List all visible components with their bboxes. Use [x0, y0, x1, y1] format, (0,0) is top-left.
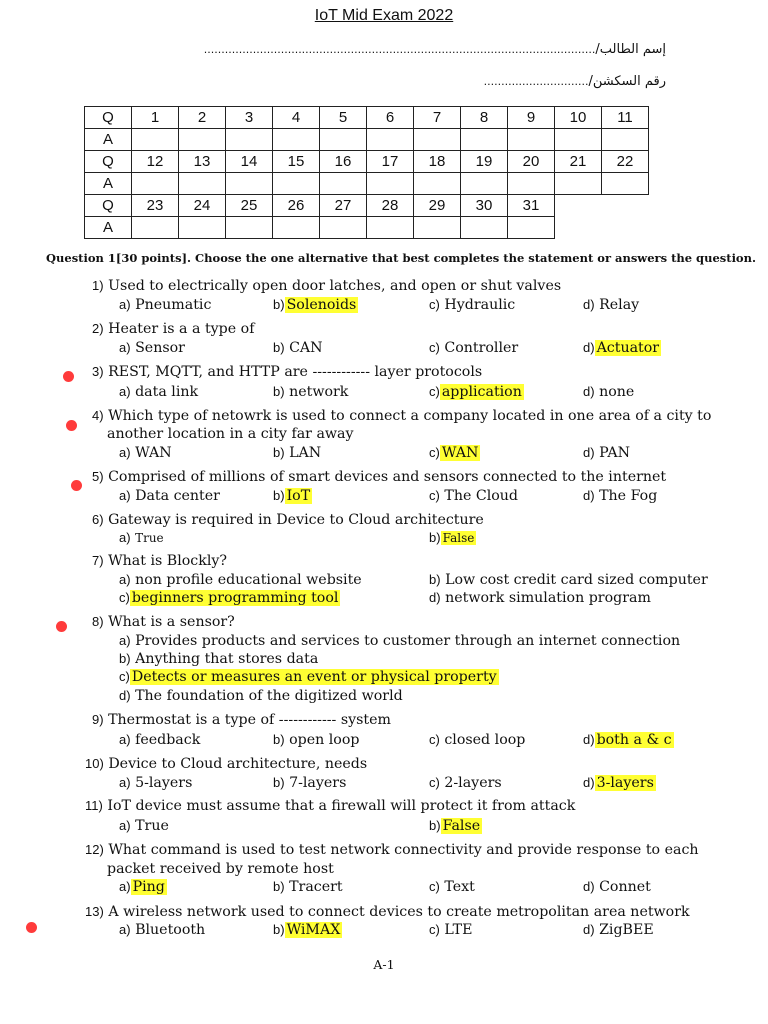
grid-q-cell: 27 — [320, 195, 367, 217]
grid-q-label: Q — [85, 107, 132, 129]
question-4: 4) Which type of netowrk is used to connect a company located in one area of a city to — [92, 408, 712, 424]
option-c[interactable]: c) application — [429, 384, 522, 400]
option-b[interactable]: b) Anything that stores data — [119, 651, 319, 667]
option-c[interactable]: c) Detects or measures an event or physical property — [119, 669, 497, 685]
question-6: 6) Gateway is required in Device to Cloud architecture — [92, 512, 484, 528]
grid-answer-cell[interactable] — [461, 217, 508, 239]
option-b[interactable]: b) False — [429, 818, 481, 834]
option-a[interactable]: a) Pneumatic — [119, 297, 212, 313]
option-b[interactable]: b) 7-layers — [273, 775, 347, 791]
option-d[interactable]: d) Actuator — [583, 340, 660, 356]
grid-answer-cell[interactable] — [320, 129, 367, 151]
grid-answer-cell[interactable] — [320, 173, 367, 195]
answer-highlight: Detects or measures an event or physical property — [131, 669, 497, 685]
grid-answer-cell[interactable] — [132, 217, 179, 239]
option-b[interactable]: b) network — [273, 384, 349, 400]
option-a[interactable]: a) 5-layers — [119, 775, 193, 791]
question-text: Comprised of millions of smart devices and sensors connected to the internet — [108, 469, 667, 485]
grid-q-row-1 — [85, 107, 649, 129]
option-a[interactable]: a) non profile educational website — [119, 572, 362, 588]
marker-dot — [26, 922, 37, 933]
grid-q-cell: 5 — [320, 107, 367, 129]
grid-answer-cell[interactable] — [226, 217, 273, 239]
section-dots: .............................. — [483, 75, 589, 88]
question-text: REST, MQTT, and HTTP are ------------ layer protocols — [108, 364, 483, 380]
question-12: 12) What command is used to test network connectivity and provide response to each — [85, 842, 699, 858]
grid-answer-cell[interactable] — [461, 129, 508, 151]
option-d[interactable]: d) PAN — [583, 445, 630, 461]
option-b[interactable]: b) IoT — [273, 488, 311, 504]
answer-highlight: Solenoids — [286, 297, 357, 313]
student-name-dots: ................................................................................................................ — [203, 43, 596, 56]
grid-a-label: A — [85, 217, 132, 239]
option-b[interactable]: b) False — [429, 530, 475, 545]
grid-answer-cell[interactable] — [461, 173, 508, 195]
answer-highlight: WiMAX — [286, 922, 341, 938]
grid-q-cell: 8 — [461, 107, 508, 129]
option-d[interactable]: d) 3-layers — [583, 775, 654, 791]
question-text: A wireless network used to connect devices to create metropolitan area network — [108, 904, 690, 920]
option-d[interactable]: d) Connet — [583, 879, 651, 895]
grid-answer-cell[interactable] — [132, 173, 179, 195]
question-text: Device to Cloud architecture, needs — [108, 756, 368, 772]
option-a[interactable]: a) data link — [119, 384, 199, 400]
grid-answer-cell[interactable] — [226, 129, 273, 151]
question-1 — [92, 278, 561, 294]
marker-dot — [71, 480, 82, 491]
option-d[interactable]: d) both a & c — [583, 732, 672, 748]
grid-answer-cell[interactable] — [179, 129, 226, 151]
grid-q-row-2 — [85, 151, 649, 173]
option-a[interactable]: a) WAN — [119, 445, 172, 461]
question-text-continued: packet received by remote host — [107, 861, 334, 877]
grid-q-cell: 18 — [414, 151, 461, 173]
option-d[interactable]: d) ZigBEE — [583, 922, 654, 938]
grid-a-row-3 — [85, 217, 649, 239]
question-13: 13) A wireless network used to connect devices to create metropolitan area network — [85, 904, 690, 920]
marker-dot — [66, 420, 77, 431]
grid-q-cell: 31 — [508, 195, 555, 217]
grid-a-row-1 — [85, 129, 649, 151]
option-d[interactable]: d) none — [583, 384, 635, 400]
grid-empty-cell — [555, 217, 602, 239]
answer-highlight: WAN — [441, 445, 479, 461]
grid-q-cell: 11 — [602, 107, 649, 129]
option-c[interactable]: c) closed loop — [429, 732, 526, 748]
option-a[interactable]: a) Data center — [119, 488, 220, 504]
grid-q-cell: 13 — [179, 151, 226, 173]
grid-q-cell: 4 — [273, 107, 320, 129]
option-c[interactable]: c) Controller — [429, 340, 519, 356]
student-name-line — [204, 42, 666, 57]
answer-highlight: application — [441, 384, 522, 400]
grid-empty-cell — [602, 217, 649, 239]
grid-q-cell: 22 — [602, 151, 649, 173]
answer-highlight: 3-layers — [596, 775, 654, 791]
grid-answer-cell[interactable] — [602, 129, 649, 151]
answer-highlight: IoT — [286, 488, 311, 504]
grid-answer-cell[interactable] — [602, 173, 649, 195]
option-c[interactable]: c) WAN — [429, 445, 479, 461]
option-a[interactable]: a) True — [119, 818, 169, 834]
grid-q-cell: 25 — [226, 195, 273, 217]
grid-answer-cell[interactable] — [414, 173, 461, 195]
grid-answer-cell[interactable] — [179, 173, 226, 195]
grid-q-cell: 20 — [508, 151, 555, 173]
option-a[interactable]: a) Bluetooth — [119, 922, 206, 938]
grid-q-cell: 28 — [367, 195, 414, 217]
grid-q-cell: 15 — [273, 151, 320, 173]
option-c[interactable]: c) Hydraulic — [429, 297, 516, 313]
grid-answer-cell[interactable] — [367, 129, 414, 151]
question-number: 1) — [92, 278, 104, 293]
option-a[interactable]: a) True — [119, 530, 164, 545]
marker-dot — [63, 371, 74, 382]
answer-highlight: both a & c — [596, 732, 672, 748]
grid-answer-cell[interactable] — [367, 217, 414, 239]
option-d[interactable]: d) The foundation of the digitized world — [119, 688, 403, 704]
grid-answer-cell[interactable] — [414, 217, 461, 239]
question-text: IoT device must assume that a firewall will protect it from attack — [107, 798, 576, 814]
grid-empty-cell — [602, 195, 649, 217]
question-text: Used to electrically open door latches, and open or shut valves — [108, 278, 562, 294]
answer-highlight: False — [442, 531, 475, 545]
grid-q-row-3 — [85, 195, 649, 217]
answer-grid — [84, 106, 649, 239]
grid-q-cell: 30 — [461, 195, 508, 217]
section-label: رقم السكشن/ — [588, 74, 666, 89]
option-c[interactable]: c) The Cloud — [429, 488, 519, 504]
grid-answer-cell[interactable] — [179, 217, 226, 239]
question-text: Which type of netowrk is used to connect a company located in one area of a city to — [108, 408, 712, 424]
grid-q-cell: 3 — [226, 107, 273, 129]
grid-answer-cell[interactable] — [273, 173, 320, 195]
grid-a-label: A — [85, 129, 132, 151]
grid-answer-cell[interactable] — [367, 173, 414, 195]
section-line — [484, 74, 666, 89]
question-text: What is a sensor? — [108, 614, 235, 630]
answer-highlight: Actuator — [596, 340, 660, 356]
grid-q-label: Q — [85, 195, 132, 217]
option-c[interactable]: c) Text — [429, 879, 475, 895]
option-c[interactable]: c) LTE — [429, 922, 473, 938]
grid-q-cell: 14 — [226, 151, 273, 173]
grid-q-cell: 29 — [414, 195, 461, 217]
grid-q-cell: 2 — [179, 107, 226, 129]
grid-q-cell: 9 — [508, 107, 555, 129]
option-a[interactable]: a) Ping — [119, 879, 165, 895]
grid-answer-cell[interactable] — [508, 129, 555, 151]
grid-q-cell: 6 — [367, 107, 414, 129]
option-d[interactable]: d) network simulation program — [429, 590, 651, 606]
question-3: 3) REST, MQTT, and HTTP are ------------ layer protocols — [92, 364, 483, 380]
question-text: What is Blockly? — [108, 553, 228, 569]
grid-answer-cell[interactable] — [273, 217, 320, 239]
grid-q-cell: 23 — [132, 195, 179, 217]
grid-a-row-2 — [85, 173, 649, 195]
grid-answer-cell[interactable] — [132, 129, 179, 151]
grid-q-cell: 21 — [555, 151, 602, 173]
grid-answer-cell[interactable] — [555, 173, 602, 195]
question-8: 8) What is a sensor? — [92, 614, 235, 630]
option-c[interactable]: c) 2-layers — [429, 775, 502, 791]
option-d[interactable]: d) The Fog — [583, 488, 658, 504]
question-text: What command is used to test network connectivity and provide response to each — [108, 842, 699, 858]
grid-q-cell: 7 — [414, 107, 461, 129]
grid-answer-cell[interactable] — [273, 129, 320, 151]
grid-answer-cell[interactable] — [414, 129, 461, 151]
question-text-continued: another location in a city far away — [107, 426, 354, 442]
grid-q-cell: 19 — [461, 151, 508, 173]
answer-highlight: beginners programming tool — [131, 590, 339, 606]
option-d[interactable]: d) Relay — [583, 297, 640, 313]
grid-answer-cell[interactable] — [555, 129, 602, 151]
option-b[interactable]: b) Low cost credit card sized computer — [429, 572, 708, 588]
marker-dot — [56, 621, 67, 632]
option-b[interactable]: b) WiMAX — [273, 922, 341, 938]
section-header: Question 1[30 points]. Choose the one alternative that best completes the statement or answers the question. — [46, 251, 756, 265]
grid-answer-cell[interactable] — [508, 217, 555, 239]
option-a[interactable]: a) feedback — [119, 732, 201, 748]
grid-answer-cell[interactable] — [320, 217, 367, 239]
grid-q-cell: 26 — [273, 195, 320, 217]
question-text: Heater is a a type of — [108, 321, 255, 337]
option-b[interactable]: b) LAN — [273, 445, 322, 461]
exam-title: IoT Mid Exam 2022 — [314, 7, 454, 24]
question-5: 5) Comprised of millions of smart devices and sensors connected to the internet — [92, 469, 667, 485]
grid-q-cell: 10 — [555, 107, 602, 129]
grid-empty-cell — [555, 195, 602, 217]
question-7: 7) What is Blockly? — [92, 553, 228, 569]
question-2: 2) Heater is a a type of — [92, 321, 255, 337]
option-a[interactable]: a) Sensor — [119, 340, 185, 356]
grid-answer-cell[interactable] — [226, 173, 273, 195]
grid-q-cell: 24 — [179, 195, 226, 217]
grid-q-cell: 1 — [132, 107, 179, 129]
question-text: Thermostat is a type of ------------ system — [108, 712, 391, 728]
question-text: Gateway is required in Device to Cloud architecture — [108, 512, 484, 528]
question-10: 10) Device to Cloud architecture, needs — [85, 756, 368, 772]
grid-q-label: Q — [85, 151, 132, 173]
grid-a-label: A — [85, 173, 132, 195]
grid-q-cell: 16 — [320, 151, 367, 173]
option-b[interactable]: b) CAN — [273, 340, 323, 356]
option-b[interactable]: b) open loop — [273, 732, 360, 748]
page-footer: A-1 — [373, 957, 395, 972]
question-11: 11) IoT device must assume that a firewall will protect it from attack — [85, 798, 576, 814]
grid-q-cell: 12 — [132, 151, 179, 173]
student-name-label: إسم الطالب/ — [595, 42, 666, 57]
option-b[interactable]: b) Tracert — [273, 879, 343, 895]
grid-answer-cell[interactable] — [508, 173, 555, 195]
option-b[interactable]: b) Solenoids — [273, 297, 357, 313]
answer-highlight: Ping — [132, 879, 165, 895]
option-c[interactable]: c) beginners programming tool — [119, 590, 339, 606]
grid-q-cell: 17 — [367, 151, 414, 173]
answer-highlight: False — [442, 818, 481, 834]
question-9: 9) Thermostat is a type of ------------ system — [92, 712, 391, 728]
option-a[interactable]: a) Provides products and services to customer through an internet connection — [119, 633, 681, 649]
